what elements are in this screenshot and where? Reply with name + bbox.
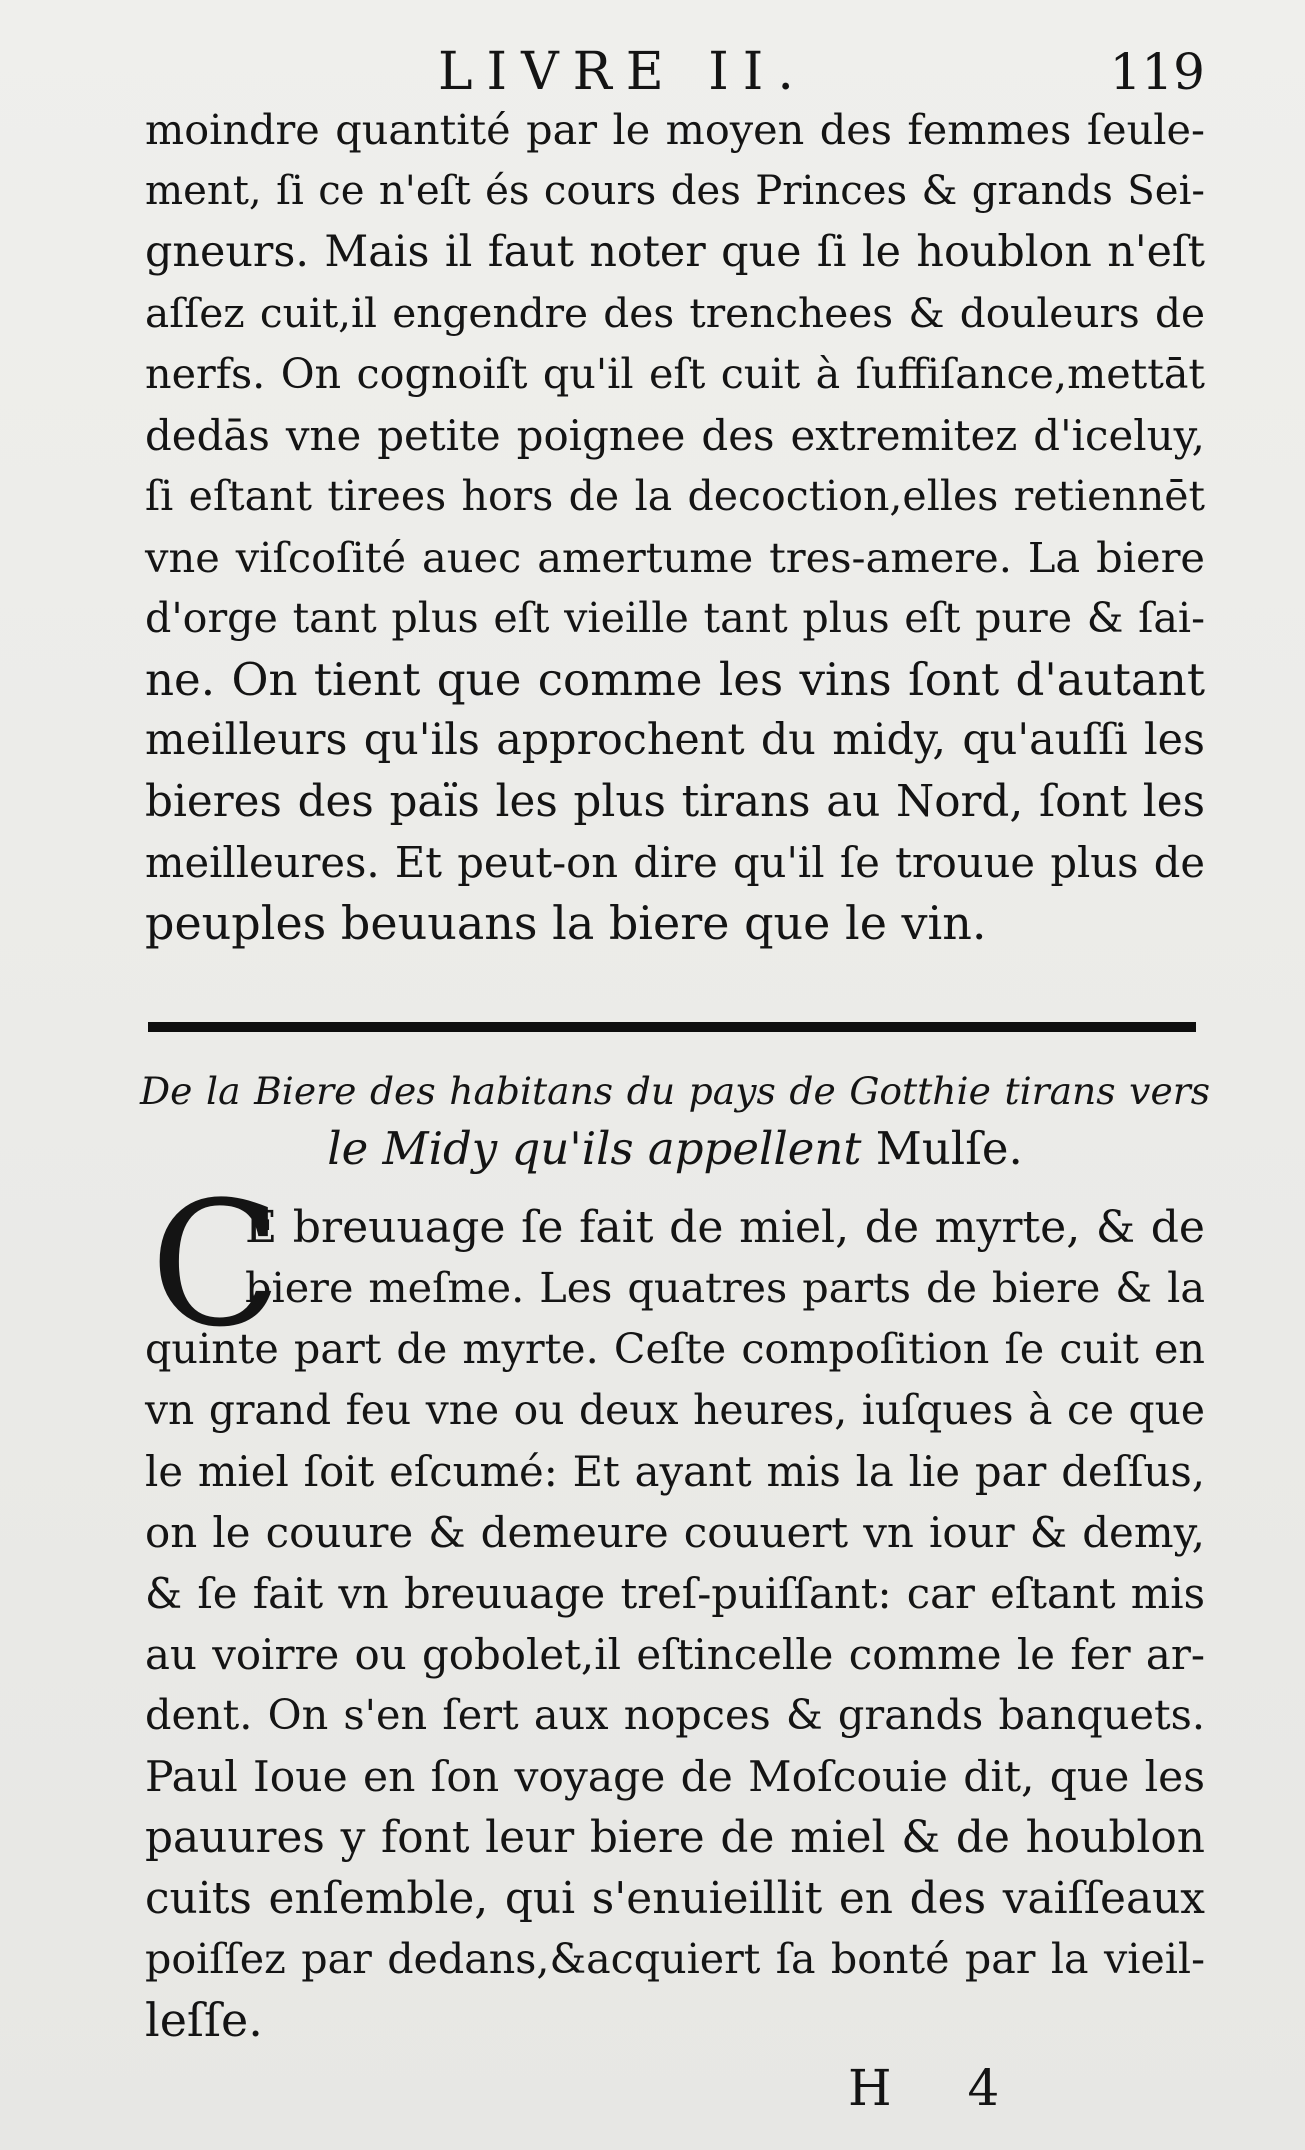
heading-roman-part: Mulſe. bbox=[875, 1122, 1023, 1175]
text-line: vne viſcoſité auec amertume tres-amere. La biere bbox=[145, 533, 1205, 582]
heading-italic-part: le Midy qu'ils appellent bbox=[327, 1122, 862, 1175]
text-line: peuples beuuans la biere que le vin. bbox=[145, 896, 987, 950]
section-heading bbox=[140, 1062, 1210, 1178]
text-line: vn grand feu vne ou deux heures, iuſques à ce que bbox=[145, 1386, 1205, 1434]
section-rule bbox=[148, 1022, 1196, 1032]
text-line: bieres des païs les plus tirans au Nord, ſont les bbox=[145, 776, 1205, 827]
text-line: poiſſez par dedans,&acquiert ſa bonté par la vieil- bbox=[145, 1935, 1205, 1983]
text-line: moindre quantité par le moyen des femmes ſeule- bbox=[145, 106, 1205, 154]
text-line: & ſe fait vn breuuage treſ-puiſſant: car eſtant mis bbox=[145, 1569, 1205, 1618]
text-line: E breuuage ſe fait de miel, de myrte, & de bbox=[245, 1202, 1205, 1253]
text-line: ment, ſi ce n'eſt és cours des Princes & grands Sei- bbox=[145, 168, 1205, 214]
text-line: leſſe. bbox=[145, 1993, 263, 2047]
running-head bbox=[148, 42, 1205, 102]
text-line: dent. On s'en ſert aux nopces & grands banquets. bbox=[145, 1691, 1205, 1739]
text-line: on le couure & demeure couuert vn iour & demy, bbox=[145, 1508, 1205, 1557]
text-line: ne. On tient que comme les vins ſont d'autant bbox=[145, 653, 1205, 706]
body-paragraph-2 bbox=[145, 1197, 1205, 2051]
signature-mark: H 4 bbox=[848, 2059, 1030, 2117]
text-line: meilleures. Et peut-on dire qu'il ſe trouue plus de bbox=[145, 838, 1205, 887]
text-line: dedās vne petite poignee des extremitez d'iceluy, bbox=[145, 411, 1205, 460]
text-line: biere meſme. Les quatres parts de biere & la bbox=[245, 1264, 1205, 1312]
text-line: nerfs. On cognoiſt qu'il eſt cuit à ſuffiſance,mettāt bbox=[145, 350, 1205, 398]
text-line: pauures y font leur biere de miel & de houblon bbox=[145, 1812, 1205, 1863]
drop-cap: C bbox=[150, 1164, 282, 1365]
text-line: ſi eſtant tirees hors de la decoction,elles retiennēt bbox=[145, 472, 1205, 520]
text-line: gneurs. Mais il faut noter que ſi le houblon n'eſt bbox=[145, 227, 1205, 277]
text-line: le miel ſoit eſcumé: Et ayant mis la lie par deſſus, bbox=[145, 1447, 1205, 1496]
text-line: Paul Ioue en ſon voyage de Moſcouie dit, que les bbox=[145, 1752, 1205, 1801]
body-paragraph-1 bbox=[145, 100, 1205, 954]
heading-line: De la Biere des habitans du pays de Gotthie tirans vers bbox=[140, 1069, 1210, 1113]
text-line: au voirre ou gobolet,il eſtincelle comme le fer ar- bbox=[145, 1630, 1205, 1679]
text-line: d'orge tant plus eſt vieille tant plus eſt pure & ſai- bbox=[145, 594, 1205, 642]
text-line: quinte part de myrte. Ceſte compoſition ſe cuit en bbox=[145, 1325, 1205, 1373]
page-number: 119 bbox=[1109, 43, 1205, 101]
text-line: meilleurs qu'ils approchent du midy, qu'auſſi les bbox=[145, 715, 1205, 765]
heading-line bbox=[140, 1120, 1210, 1178]
text-line: cuits enſemble, qui s'enuieillit en des vaiſſeaux bbox=[145, 1873, 1205, 1924]
running-title: LIVRE II. bbox=[438, 42, 808, 102]
text-line: aſſez cuit,il engendre des trenchees & douleurs de bbox=[145, 289, 1205, 337]
